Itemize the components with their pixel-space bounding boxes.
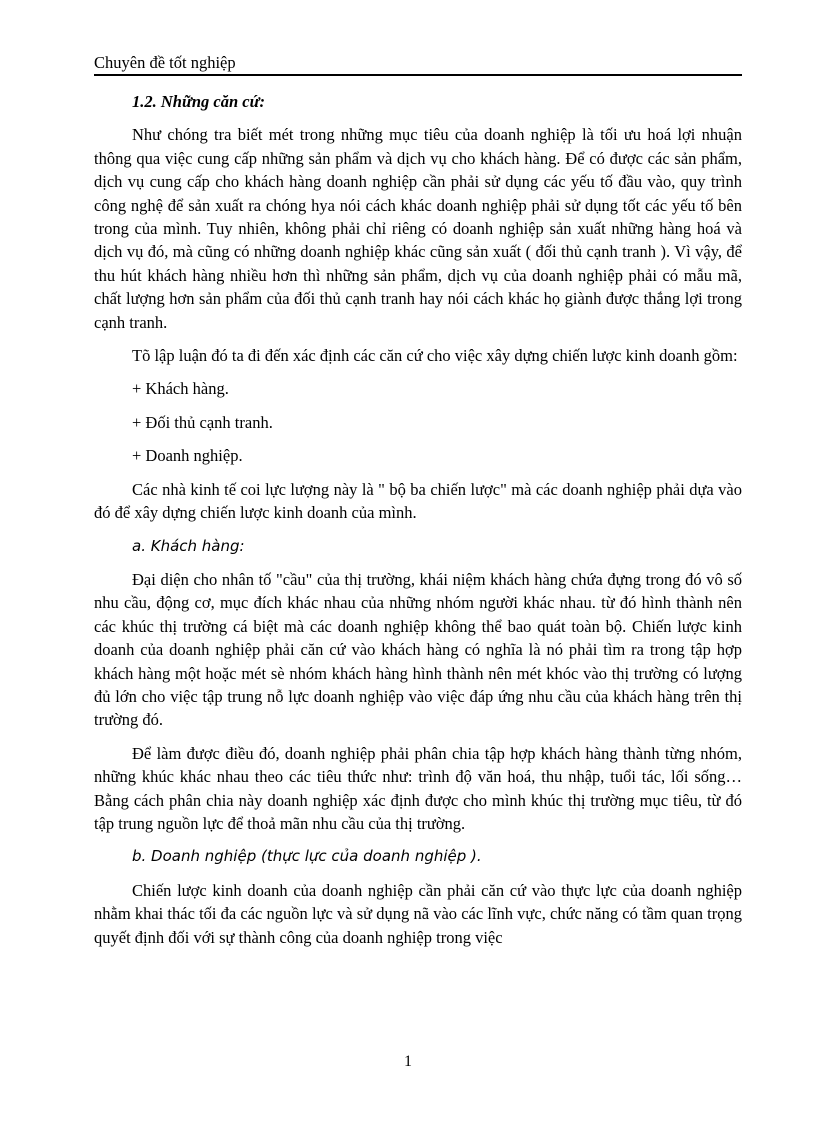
subheading-enterprise: b. Doanh nghiệp (thực lực của doanh nghiệp ). [132, 847, 482, 866]
paragraph-enterprise: Chiến lược kinh doanh của doanh nghiệp cần phải căn cứ vào thực lực của doanh nghiệp nhằm khai thác tối đa các nguồn lực và sử dụng nã vào các lĩnh vực, chức năng có tầm quan trọng quyết định đối với sự thành công của doanh nghiệp trong việc [94, 880, 742, 947]
paragraph-intro: Như chóng tra biết mét trong những mục tiêu của doanh nghiệp là tối ưu hoá lợi nhuận thông qua việc cung cấp những sản phẩm và dịch vụ cho khách hàng. Để có được các sản phẩm, dịch vụ cung cấp cho khách hàng doanh nghiệp cần phải sử dụng các yếu tố đầu vào, quy trình công nghệ để sản xuất ra chóng hya nói cách khác doanh nghiệp phải sử dụng tốt các yếu tố bên trong của mình. Tuy nhiên, không phải chỉ riêng có doanh nghiệp sản xuất những hàng hoá và dịch vụ đó, mà cũng có những doanh nghiệp khác cũng sản xuất ( đối thủ cạnh tranh ). Vì vậy, để thu hút khách hàng nhiều hơn thì những sản phẩm, dịch vụ của doanh nghiệp phải có mẫu mã, chất lượng hơn sản phẩm của đối thủ cạnh tranh hay nói cách khác họ giành được thắng lợi trong cạnh tranh. [94, 125, 742, 332]
paragraph-bases: Tõ lập luận đó ta đi đến xác định các căn cứ cho việc xây dựng chiến lược kinh doanh gồm: [132, 346, 738, 366]
document-body [94, 90, 742, 959]
paragraph-segmentation: Để làm được điều đó, doanh nghiệp phải phân chia tập hợp khách hàng thành từng nhóm, những khúc khác nhau theo các tiêu thức như: trình độ văn hoá, thu nhập, tuổi tác, lối sống… Bằng cách phân chia này doanh nghiệp xác định được cho mình khúc thị trường mục tiêu, từ đó tập trung nguồn lực để thoả mãn nhu cầu của thị trường. [94, 743, 742, 833]
paragraph-strategic-triangle: Các nhà kinh tế coi lực lượng này là " bộ ba chiến lược" mà các doanh nghiệp phải dựa vào đó để xây dựng chiến lược kinh doanh của mình. [94, 479, 742, 523]
section-heading: 1.2. Những căn cứ: [132, 92, 265, 111]
list-item-competitors: + Đối thủ cạnh tranh. [132, 412, 273, 432]
list-item-customers: + Khách hàng. [132, 379, 229, 399]
page-number: 1 [404, 1053, 412, 1070]
page-header [94, 52, 742, 76]
list-item-enterprise: + Doanh nghiệp. [132, 446, 243, 466]
paragraph-customers: Đại diện cho nhân tố "cầu" của thị trường, khái niệm khách hàng chứa đựng trong đó vô số nhu cầu, động cơ, mục đích khác nhau của những nhóm người khác nhau. từ đó hình thành nên các khúc thị trường cá biệt mà các doanh nghiệp không thể bao quát toàn bộ. Chiến lược kinh doanh của doanh nghiệp phải căn cứ vào khách hàng có nghĩa là nó phải tìm ra trong tập hợp khách hàng một hoặc mét sè nhóm khách hàng hình thành nên mét khóc vào thị trường có lượng đủ lớn cho việc tập trung nỗ lực doanh nghiệp vào việc đáp ứng nhu cầu của khách hàng trên thị trường đó. [94, 569, 742, 730]
subheading-customers: a. Khách hàng: [132, 536, 245, 555]
header-title: Chuyên đề tốt nghiệp [94, 53, 236, 72]
